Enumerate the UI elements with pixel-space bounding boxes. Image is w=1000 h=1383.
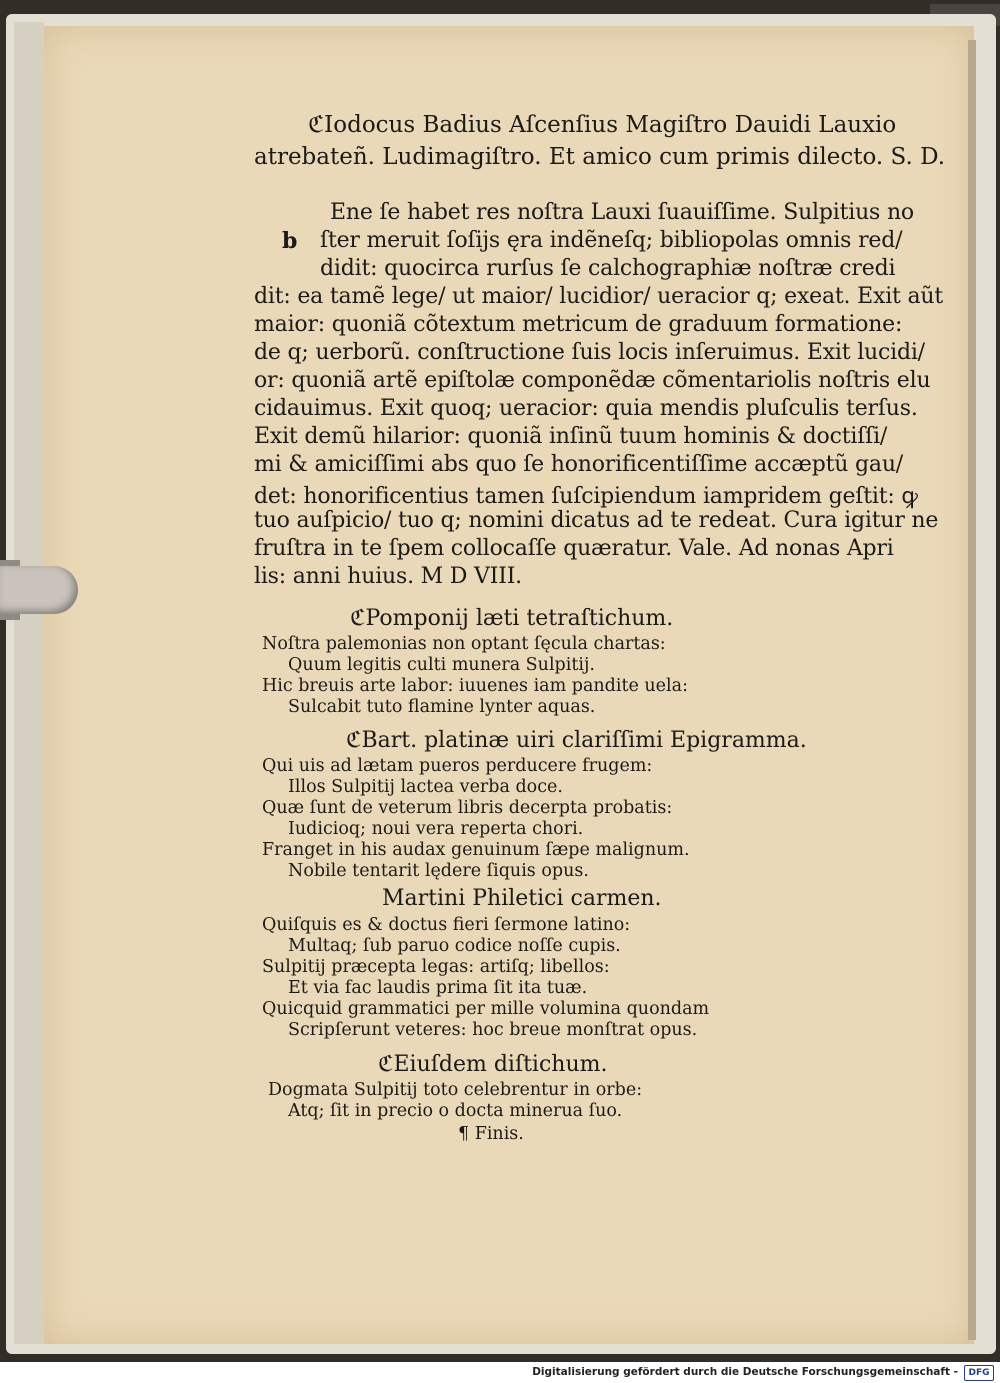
heading-line-2: atrebateñ. Ludimagiſtro. Et amico cum primis dilecto. S. D. [254,144,946,170]
letter-line: or: quoniã artẽ epiſtolæ componẽdæ cõmentariolis noſtris elu [254,368,931,393]
letter-line: mi & amiciſſimi abs quo ſe honorificentiſſime accæptũ gau/ [254,452,904,477]
poem-line: Hic breuis arte labor: iuuenes iam pandite uela: [262,676,688,696]
poem-line: Et via fac laudis prima ſit ita tuæ. [288,978,588,998]
board-spine [14,22,44,1344]
poem-line: Franget in his audax genuinum ſæpe malignum. [262,840,690,860]
poem-line: Quicquid grammatici per mille volumina quondam [262,999,710,1019]
poem-line: Illos Sulpitij lactea verba doce. [288,777,563,797]
poem-title: ℭBart. platinæ uiri clariſſimi Epigramma. [346,728,807,753]
letter-line: Exit demũ hilarior: quoniã inſinũ tuum hominis & doctiſſi/ [254,424,888,449]
poem-line: Atq; ſit in precio o docta minerua ſuo. [288,1101,623,1121]
letter-line: det: honorificentius tamen ſuſcipiendum iampridem geſtit: ꝙ [254,484,918,509]
letter-line: dit: ea tamẽ lege/ ut maior/ lucidior/ ueracior q; exeat. Exit aũt [254,284,943,309]
poem-line: Sulpitij præcepta legas: artiſq; libellos: [262,957,610,977]
letter-line: maior: quoniã cõtextum metricum de graduum formatione: [254,312,903,337]
poem-line: Nobile tentarit lędere ſiquis opus. [288,861,589,881]
poem-title: Martini Philetici carmen. [382,886,662,911]
letter-line: tuo auſpicio/ tuo q; nomini dicatus ad te redeat. Cura igitur ne [254,508,939,533]
letter-line: lis: anni huius. M D VIII. [254,564,522,589]
page-clip [0,566,78,614]
poem-title: ℭPomponij læti tetraſtichum. [350,606,674,631]
letter-line: ſter meruit ſoſijs ęra indẽneſq; bibliopolas omnis red/ [320,228,903,253]
letter-line: cidauimus. Exit quoq; ueracior: quia mendis pluſculis terſus. [254,396,918,421]
heading-line-1: ℭIodocus Badius Aſcenſius Magiſtro Dauidi Lauxio [308,112,897,138]
poem-title: ℭEiuſdem diſtichum. [378,1052,608,1077]
margin-signature-letter: b [282,228,298,254]
letter-line: de q; uerborũ. conſtructione ſuis locis inſeruimus. Exit lucidi/ [254,340,925,365]
poem-line: Quiſquis es & doctus fieri ſermone latino: [262,915,631,935]
poem-line: Sulcabit tuto flamine lynter aquas. [288,697,596,717]
letter-line: fruſtra in te ſpem collocaſſe quæratur. Vale. Ad nonas Apri [254,536,894,561]
finis-mark: ¶ Finis. [458,1124,524,1144]
poem-line: Multaq; ſub paruo codice noſſe cupis. [288,936,621,956]
poem-line: Noſtra palemonias non optant ſęcula chartas: [262,634,666,654]
letter-line: Ene ſe habet res noſtra Lauxi ſuauiſſime. Sulpitius no [330,200,914,225]
poem-line: Dogmata Sulpitij toto celebrentur in orbe: [268,1080,643,1100]
dfg-logo: DFG [964,1365,994,1381]
page-edge [968,40,976,1340]
footer-credit: Digitalisierung gefördert durch die Deutsche Forschungsgemeinschaft - [532,1366,958,1378]
poem-line: Quæ ſunt de veterum libris decerpta probatis: [262,798,673,818]
poem-line: Iudicioq; noui vera reperta chori. [288,819,584,839]
letter-line: didit: quocirca rurſus ſe calchographiæ noſtræ credi [320,256,896,281]
poem-line: Qui uis ad lætam pueros perducere frugem: [262,756,653,776]
poem-line: Quum legitis culti munera Sulpitij. [288,655,595,675]
poem-line: Scripſerunt veteres: hoc breue monſtrat opus. [288,1020,698,1040]
